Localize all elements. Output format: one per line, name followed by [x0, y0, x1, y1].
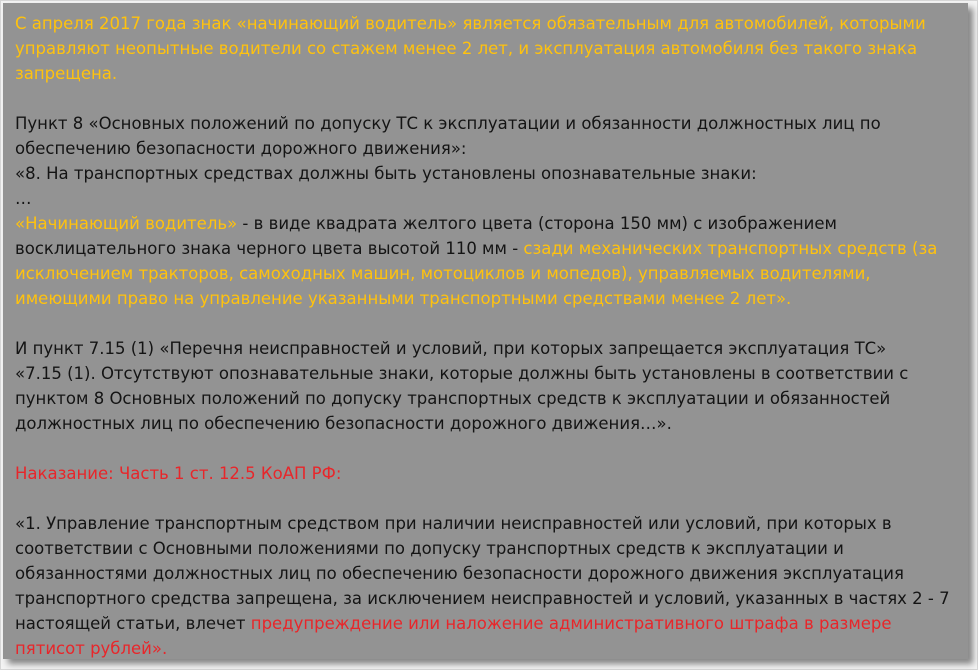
- clause715-title: И пункт 7.15 (1) «Перечня неисправностей и условий, при которых запрещается эксплуатация ТС»: [15, 339, 887, 358]
- penalty-sanction: предупреждение или наложение административного штрафа в размере пятисот рублей».: [15, 614, 892, 658]
- text-panel: [3, 3, 968, 659]
- penalty-paragraph: [15, 511, 958, 661]
- clause8-quote-start: «8. На транспортных средствах должны быть установлены опознавательные знаки:: [15, 164, 757, 183]
- clause715-quote: «7.15 (1). Отсутствуют опознавательные знаки, которые должны быть установлены в соответствии с пунктом 8 Основных положений по допуску транспортных средств к эксплуатации и обязанностей должностных лиц по обеспечению безопасности дорожного движения…».: [15, 364, 909, 433]
- sign-name: «Начинающий водитель»: [15, 214, 238, 233]
- spacer: [15, 86, 958, 111]
- spacer: [15, 486, 958, 511]
- sign-description: - в виде квадрата желтого цвета (сторона 150 мм) с изображением восклицательного знака черного цвета высотой 110 мм -: [15, 214, 838, 258]
- penalty-text: «1. Управление транспортным средством при наличии неисправностей или условий, при которых в соответствии с Основными положениями по допуску транспортных средств к эксплуатации и обязанностями должностных лиц по обеспечению безопасности дорожного движения эксплуатация транспортного средства запрещена, за исключением неисправностей и условий, указанных в частях 2 - 7 настоящей статьи, влечет: [15, 514, 950, 633]
- clause8-ellipsis: …: [15, 189, 32, 208]
- spacer: [15, 436, 958, 461]
- penalty-heading: Наказание: Часть 1 ст. 12.5 КоАП РФ:: [15, 464, 342, 483]
- intro-paragraph: С апреля 2017 года знак «начинающий водитель» является обязательным для автомобилей, которыми управляют неопытные водители со стажем менее 2 лет, и эксплуатация автомобиля без такого знака запрещена.: [15, 14, 926, 83]
- spacer: [15, 311, 958, 336]
- sign-scope: сзади механических транспортных средств (за исключением тракторов, самоходных машин, мотоциклов и мопедов), управляемых водителями, имеющими право на управление указанными транспортными средствами менее 2 лет».: [15, 239, 938, 308]
- clause8-title: Пункт 8 «Основных положений по допуску ТС к эксплуатации и обязанности должностных лиц по обеспечению безопасности дорожного движения»:: [15, 114, 881, 158]
- clause8-sign-paragraph: [15, 211, 958, 311]
